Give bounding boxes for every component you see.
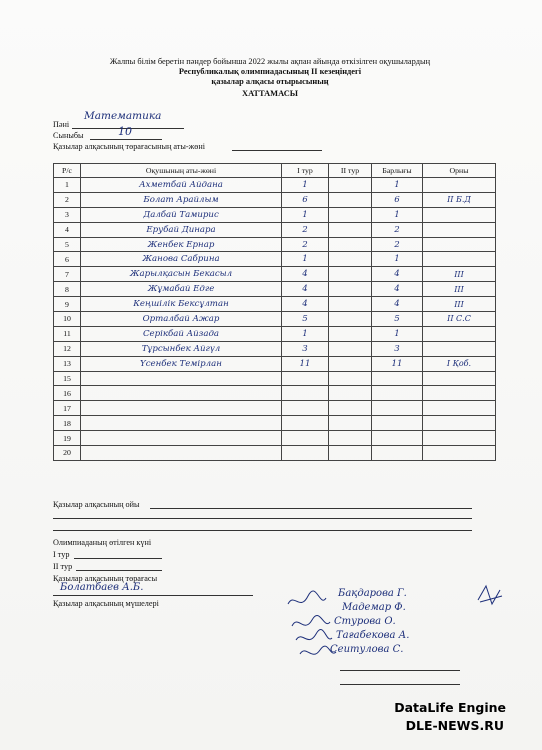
- student-name: Тұрсынбек Айгүл: [81, 341, 282, 356]
- place: [423, 341, 496, 356]
- place: [423, 252, 496, 267]
- row-number: 7: [54, 267, 81, 282]
- tour1-score: 4: [282, 267, 329, 282]
- chair-signature: Болатбаев А.Б.: [60, 582, 144, 593]
- tour1-score: [282, 416, 329, 431]
- place: I Қоб.: [423, 356, 496, 371]
- table-row: [54, 401, 496, 416]
- place: III: [423, 282, 496, 297]
- tour2-score: [329, 386, 372, 401]
- chair-label: Қазылар алқасының төрағасы: [53, 574, 158, 583]
- table-row: [54, 297, 496, 312]
- row-number: 4: [54, 222, 81, 237]
- row-number: 3: [54, 207, 81, 222]
- student-name: Далбай Тамирис: [81, 207, 282, 222]
- student-name: Женбек Ернар: [81, 237, 282, 252]
- tour1-score: 1: [282, 326, 329, 341]
- tour1-score: 6: [282, 192, 329, 207]
- total-score: [372, 446, 423, 461]
- total-score: [372, 431, 423, 446]
- col-header-tour-2: II тур: [329, 164, 372, 178]
- tour2-score: [329, 431, 372, 446]
- row-number: 15: [54, 371, 81, 386]
- header-line-2: Республикалық олимпиадасының II кезеңіндегі: [178, 67, 362, 76]
- tour2-score: [329, 341, 372, 356]
- tour1-score: [282, 401, 329, 416]
- col-header-number: Р/с: [54, 164, 81, 178]
- student-name: Орталбай Ажар: [81, 312, 282, 327]
- tour1-score: [282, 446, 329, 461]
- total-score: [372, 371, 423, 386]
- total-score: 4: [372, 282, 423, 297]
- results-table: [53, 163, 496, 461]
- table-row: [54, 431, 496, 446]
- table-row: [54, 252, 496, 267]
- total-score: [372, 386, 423, 401]
- tour2-score: [329, 416, 372, 431]
- members-label: Қазылар алқасының мүшелері: [53, 599, 159, 608]
- table-row: [54, 282, 496, 297]
- chair-line: [53, 595, 253, 596]
- row-number: 19: [54, 431, 81, 446]
- row-number: 13: [54, 356, 81, 371]
- header-line-3: қазылар алқасы отырысының: [211, 77, 329, 86]
- tour1-score: 4: [282, 282, 329, 297]
- table-row: [54, 356, 496, 371]
- tour2-score: [329, 297, 372, 312]
- row-number: 12: [54, 341, 81, 356]
- table-header-row: [54, 164, 496, 178]
- row-number: 1: [54, 178, 81, 193]
- tour1-score: 1: [282, 252, 329, 267]
- table-row: [54, 207, 496, 222]
- student-name: Серікбай Айзада: [81, 326, 282, 341]
- student-name: [81, 401, 282, 416]
- row-number: 17: [54, 401, 81, 416]
- student-name: [81, 386, 282, 401]
- member-line-7: [340, 684, 460, 685]
- table-row: [54, 326, 496, 341]
- total-score: 11: [372, 356, 423, 371]
- total-score: 1: [372, 178, 423, 193]
- col-header-place: Орны: [423, 164, 496, 178]
- table-row: [54, 222, 496, 237]
- total-score: 5: [372, 312, 423, 327]
- tour2-score: [329, 222, 372, 237]
- tour2-score: [329, 178, 372, 193]
- member-name-2: Мадемар Ф.: [342, 602, 406, 613]
- student-name: Жұмабай Едге: [81, 282, 282, 297]
- subject-label: Пәні: [53, 120, 70, 129]
- total-score: 3: [372, 341, 423, 356]
- place: [423, 371, 496, 386]
- tour2-date-label: II тур: [53, 562, 73, 571]
- total-score: [372, 416, 423, 431]
- class-label: Сыныбы: [53, 131, 84, 140]
- student-name: [81, 431, 282, 446]
- tour2-score: [329, 446, 372, 461]
- place: [423, 386, 496, 401]
- tour2-score: [329, 252, 372, 267]
- row-number: 6: [54, 252, 81, 267]
- member-name-1: Бақдарова Г.: [338, 588, 407, 599]
- table-row: [54, 386, 496, 401]
- col-header-total: Барлығы: [372, 164, 423, 178]
- total-score: 4: [372, 297, 423, 312]
- tour1-score: [282, 371, 329, 386]
- student-name: Үсенбек Темірлан: [81, 356, 282, 371]
- col-header-student-name: Оқушының аты-жөні: [81, 164, 282, 178]
- header-line-1: Жалпы білім беретін пәндер бойынша 2022 жылы ақпан айында өткізілген оқушылардың: [109, 57, 431, 66]
- subject-value: Математика: [84, 110, 162, 122]
- tour1-score: [282, 431, 329, 446]
- tour2-score: [329, 401, 372, 416]
- place: [423, 431, 496, 446]
- table-row: [54, 312, 496, 327]
- document-title: ХАТТАМАСЫ: [242, 89, 298, 98]
- tour2-score: [329, 267, 372, 282]
- opinion-label: Қазылар алқасының ойы: [53, 500, 140, 509]
- tour1-score: 2: [282, 222, 329, 237]
- class-underline: [90, 139, 162, 140]
- total-score: 6: [372, 192, 423, 207]
- col-header-tour-1: I тур: [282, 164, 329, 178]
- place: III: [423, 267, 496, 282]
- total-score: 1: [372, 207, 423, 222]
- tour1-score: 1: [282, 207, 329, 222]
- member-name-3: Стурова О.: [334, 616, 396, 627]
- student-name: Ерубай Динара: [81, 222, 282, 237]
- student-name: Болат Арайлым: [81, 192, 282, 207]
- place: [423, 401, 496, 416]
- place: [423, 222, 496, 237]
- opinion-line-1: [150, 508, 472, 509]
- place: [423, 178, 496, 193]
- member-line-6: [340, 670, 460, 671]
- member-name-4: Тағабекова А.: [336, 630, 410, 641]
- place: [423, 207, 496, 222]
- tour2-score: [329, 356, 372, 371]
- student-name: [81, 416, 282, 431]
- tour1-score: 2: [282, 237, 329, 252]
- row-number: 5: [54, 237, 81, 252]
- student-name: Кеңшілік Бексұлтан: [81, 297, 282, 312]
- place: [423, 416, 496, 431]
- place: II Б.Д: [423, 192, 496, 207]
- tour2-score: [329, 237, 372, 252]
- row-number: 20: [54, 446, 81, 461]
- chair-name-label: Қазылар алқасының төрағасының аты-жөні: [53, 142, 206, 151]
- total-score: 1: [372, 326, 423, 341]
- opinion-line-3: [53, 530, 472, 531]
- tour1-score: 1: [282, 178, 329, 193]
- student-name: Жанова Сабрина: [81, 252, 282, 267]
- table-row: [54, 237, 496, 252]
- row-number: 10: [54, 312, 81, 327]
- table-row: [54, 192, 496, 207]
- tour1-score: 3: [282, 341, 329, 356]
- row-number: 8: [54, 282, 81, 297]
- table-row: [54, 178, 496, 193]
- table-row: [54, 267, 496, 282]
- tour2-score: [329, 326, 372, 341]
- total-score: 2: [372, 237, 423, 252]
- table-row: [54, 446, 496, 461]
- tour2-date-line: [76, 570, 162, 571]
- tour2-score: [329, 282, 372, 297]
- tour1-score: [282, 386, 329, 401]
- watermark-site: DLE-NEWS.RU: [405, 718, 504, 733]
- table-row: [54, 416, 496, 431]
- place: [423, 326, 496, 341]
- student-name: [81, 446, 282, 461]
- student-name: [81, 371, 282, 386]
- row-number: 16: [54, 386, 81, 401]
- total-score: 4: [372, 267, 423, 282]
- total-score: 1: [372, 252, 423, 267]
- place: [423, 446, 496, 461]
- table-row: [54, 341, 496, 356]
- tour1-score: 4: [282, 297, 329, 312]
- student-name: Жарылқасын Бекасыл: [81, 267, 282, 282]
- tour2-score: [329, 312, 372, 327]
- tour2-score: [329, 192, 372, 207]
- row-number: 9: [54, 297, 81, 312]
- table-row: [54, 371, 496, 386]
- place: III: [423, 297, 496, 312]
- total-score: [372, 401, 423, 416]
- tour2-score: [329, 207, 372, 222]
- date-label: Олимпиаданың өтілген күні: [53, 538, 152, 547]
- row-number: 2: [54, 192, 81, 207]
- tour1-date-label: I тур: [53, 550, 70, 559]
- row-number: 18: [54, 416, 81, 431]
- total-score: 2: [372, 222, 423, 237]
- student-name: Ахметбай Айдана: [81, 178, 282, 193]
- tour1-score: 5: [282, 312, 329, 327]
- tour1-score: 11: [282, 356, 329, 371]
- row-number: 11: [54, 326, 81, 341]
- opinion-line-2: [53, 518, 472, 519]
- class-value: 10: [118, 125, 132, 138]
- watermark-title: DataLife Engine: [394, 700, 506, 715]
- place: II С.С: [423, 312, 496, 327]
- place: [423, 237, 496, 252]
- chair-name-underline: [232, 150, 322, 151]
- tour1-date-line: [74, 558, 162, 559]
- member-name-5: Сеитулова С.: [330, 644, 404, 655]
- tour2-score: [329, 371, 372, 386]
